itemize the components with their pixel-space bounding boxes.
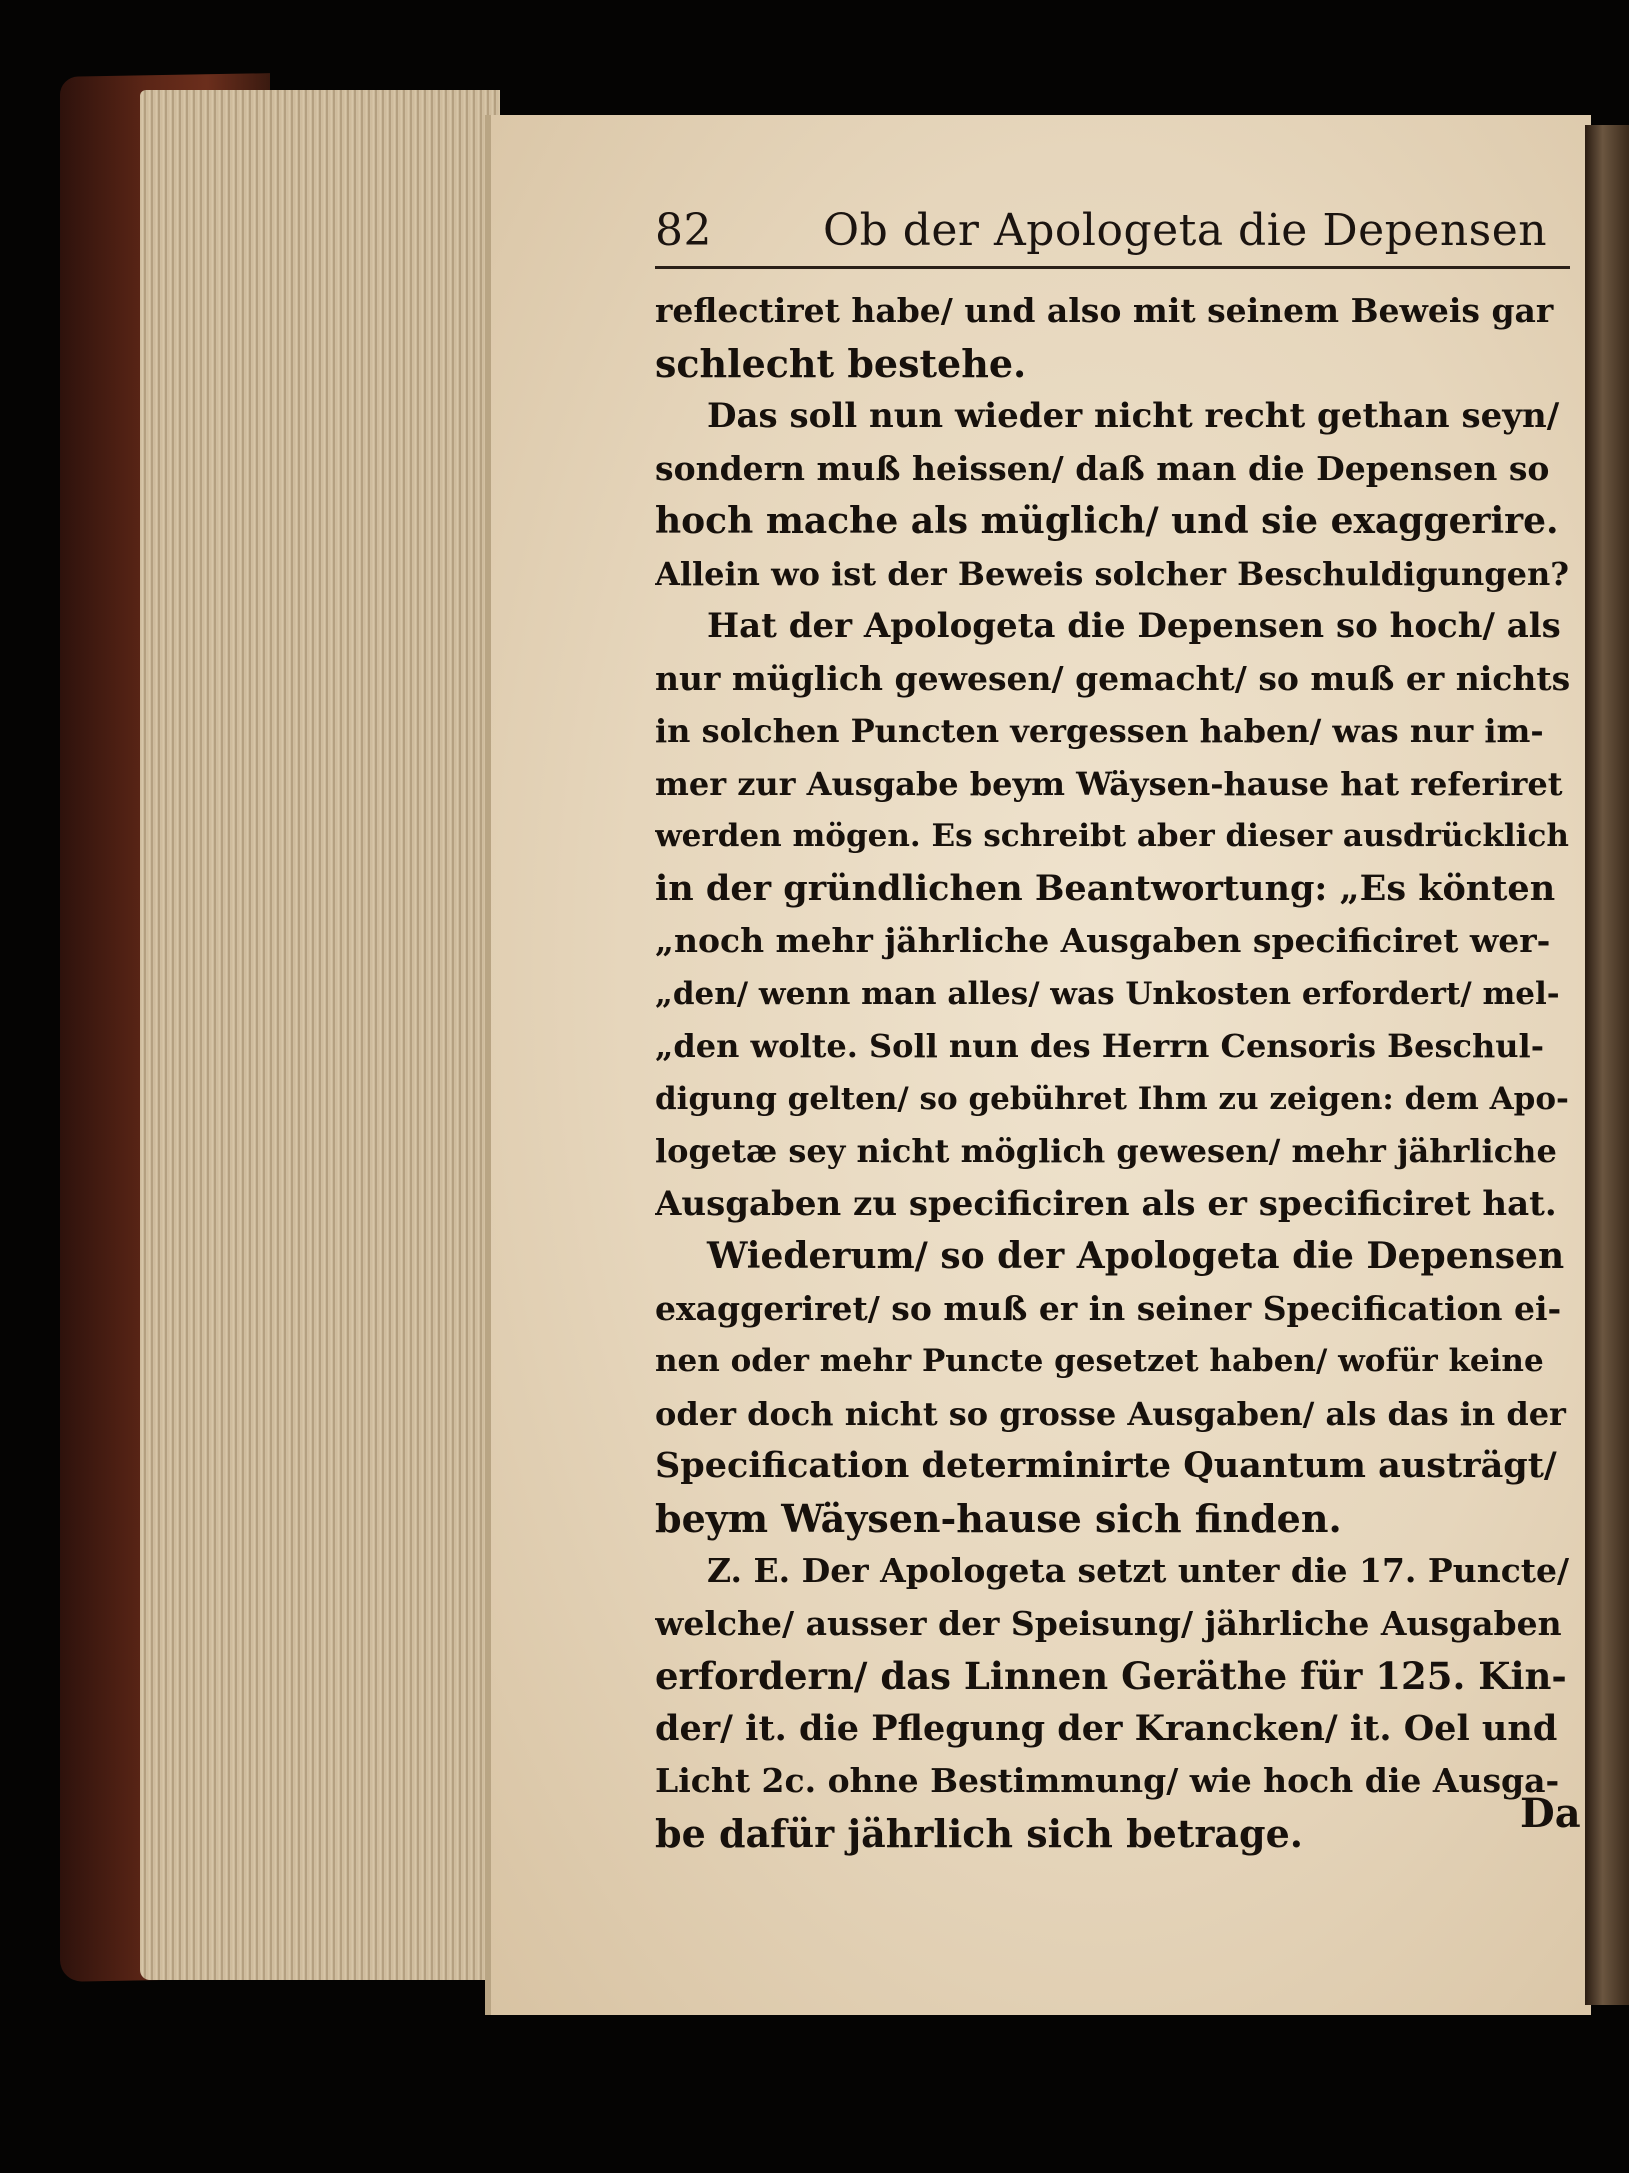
page-header [655,205,1575,265]
text-line: reflectiret habe/ und also mit seinem Beweis gar [655,291,1554,330]
page-edges [140,90,500,1980]
text-line: exaggeriret/ so muß er in seiner Specification ei- [655,1288,1562,1328]
page-number: 82 [655,205,712,256]
facing-page-edge [1585,125,1629,2005]
text-line: hoch mache als müglich/ und sie exaggerire. [655,500,1559,542]
text-line: Specification determinirte Quantum austrägt/ [655,1445,1557,1486]
text-line: „den/ wenn man alles/ was Unkosten erfordert/ mel- [655,975,1560,1012]
body-text [655,285,1570,1860]
header-rule [655,266,1570,269]
text-line: be dafür jährlich sich betrage. [655,1810,1304,1856]
text-line: Hat der Apologeta die Depensen so hoch/ als [707,606,1561,646]
text-line: oder doch nicht so grosse Ausgaben/ als das in der [655,1394,1566,1433]
text-line: Allein wo ist der Beweis solcher Beschuldigungen? [655,554,1569,593]
text-line: Z. E. Der Apologeta setzt unter die 17. Puncte/ [707,1551,1570,1590]
text-line: werden mögen. Es schreibt aber dieser ausdrücklich [655,818,1569,854]
text-line: „den wolte. Soll nun des Herrn Censoris Beschul- [655,1027,1544,1065]
text-line: sondern muß heissen/ daß man die Depensen so [655,448,1550,488]
text-line: schlecht bestehe. [655,340,1027,386]
text-line: in solchen Puncten vergessen haben/ was nur im- [655,712,1544,750]
text-line: der/ it. die Pflegung der Krancken/ it. Oel und [655,1707,1558,1749]
text-line: Das soll nun wieder nicht recht gethan seyn/ [707,396,1560,436]
text-line: in der gründlichen Beantwortung: „Es könten [655,867,1556,909]
text-line: „noch mehr jährliche Ausgaben specificiret wer- [655,921,1551,960]
text-line: mer zur Ausgabe beym Wäysen-hause hat referiret [655,764,1563,803]
text-line: welche/ ausser der Speisung/ jährliche Ausgaben [655,1603,1562,1643]
text-line: beym Wäysen-hause sich finden. [655,1495,1342,1541]
text-line: nen oder mehr Puncte gesetzet haben/ wofür keine [655,1343,1544,1379]
text-line: logetæ sey nicht möglich gewesen/ mehr jährliche [655,1132,1557,1170]
running-title: Ob der Apologeta die Depensen [823,205,1548,256]
text-line: Ausgaben zu specificiren als er specificiret hat. [655,1183,1557,1224]
catchword: Da [1520,1790,1581,1837]
text-line: Licht 2c. ohne Bestimmung/ wie hoch die Ausga- [655,1761,1560,1800]
text-line: Wiederum/ so der Apologeta die Depensen [707,1235,1565,1277]
text-line: nur müglich gewesen/ gemacht/ so muß er nichts [655,658,1570,698]
text-line: erfordern/ das Linnen Geräthe für 125. Kin- [655,1654,1567,1698]
text-line: digung gelten/ so gebühret Ihm zu zeigen: dem Apo- [655,1080,1569,1117]
